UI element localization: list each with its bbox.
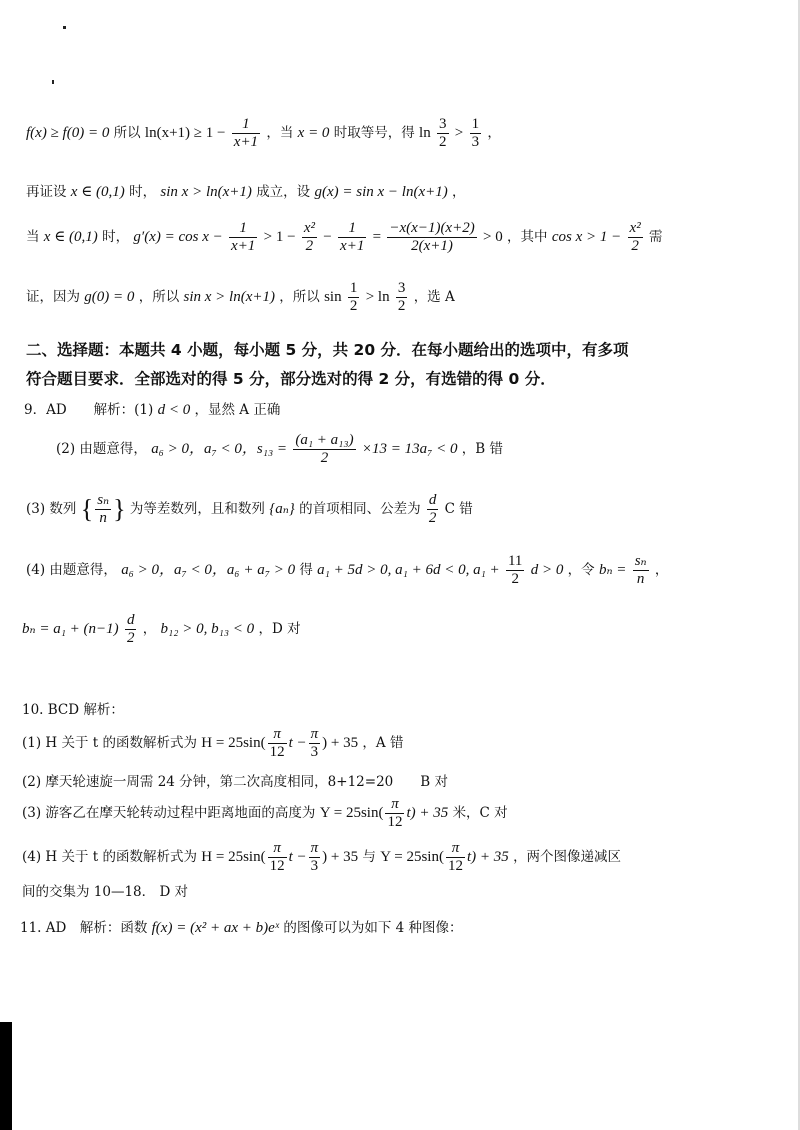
line-4 (26, 280, 455, 315)
math: g′(x) = cos x − (133, 229, 223, 245)
fraction: $\frac{1}{x+1}$ (233, 116, 259, 150)
fraction: $\frac{\pi}{3}$ (310, 726, 319, 760)
math: ) + 35 (322, 849, 359, 865)
fraction: $\frac{\pi}{3}$ (310, 840, 319, 874)
q10-part-4 (22, 840, 621, 875)
text: (1) H 关于 t 的函数解析式为 (22, 735, 197, 751)
math: ln(x+1) ≥ 1 − (144, 125, 226, 141)
fraction: $\frac{d}{2}$ (428, 492, 437, 526)
math: H = 25sin( (201, 735, 266, 751)
q10-part-4-cont: 间的交集为 10—18． D 对 (22, 884, 189, 900)
math: t − (288, 849, 307, 865)
line-3 (26, 220, 662, 255)
math: > 0 (483, 229, 503, 245)
text: ， (487, 125, 501, 141)
math: sin x > ln(x+1) (160, 184, 252, 200)
scan-dot (52, 80, 54, 84)
fraction: $\frac{1}{2}$ (349, 280, 358, 314)
math: b₁₂ > 0, b₁₃ < 0 (160, 621, 255, 637)
math: ln (419, 125, 431, 141)
text: 时取等号，得 (333, 125, 415, 141)
brace-close: } (113, 494, 126, 524)
math: f(x) ≥ f(0) = 0 (26, 125, 110, 141)
fraction: $\frac{\pi}{12}$ (387, 796, 403, 830)
text: 证，因为 (26, 289, 80, 305)
math: a₆ > 0，a₇ < 0，a₆ + a₇ > 0 (121, 562, 296, 578)
math: g(x) = sin x − ln(x+1) (314, 184, 448, 200)
text: ，令 (567, 562, 595, 578)
q9-part-4-cont (22, 612, 301, 647)
math: d < 0 (157, 402, 191, 418)
math: > 1 − (263, 229, 296, 245)
line-2 (26, 180, 466, 201)
fraction: $\frac{\text{sₙ}}{n}$ (634, 553, 647, 587)
fraction: $\frac{\text{sₙ}}{n}$ (97, 492, 110, 526)
text: ，所以 (138, 289, 180, 305)
math: > (454, 125, 464, 141)
math: sin x > ln(x+1) (183, 289, 275, 305)
q11-heading (20, 916, 463, 937)
text: 的图像可以为如下 4 种图像： (283, 920, 463, 936)
q9-part-3 (26, 492, 473, 527)
math: x ∈ (0,1) (43, 229, 98, 245)
math: ) + 35 (322, 735, 359, 751)
text: 当 (26, 229, 40, 245)
text: 与 (362, 849, 376, 865)
text: 再证设 (26, 184, 67, 200)
text: 米，C 对 (452, 805, 508, 821)
math: f(x) = (x² + ax + b)eˣ (151, 920, 280, 936)
text: 需 (648, 229, 663, 245)
q9-heading (24, 398, 280, 419)
math: > ln (365, 289, 390, 305)
fraction: $\frac{1}{3}$ (471, 116, 480, 150)
text: ， (654, 562, 669, 578)
text: ，所以 (279, 289, 320, 305)
fraction: $\frac{1}{x+1}$ (231, 220, 256, 254)
math: bₙ = a₁ + (n−1) (22, 621, 119, 637)
math: x = 0 (297, 125, 330, 141)
fraction: $\frac{\pi}{12}$ (269, 840, 285, 874)
q10-part-2: (2) 摩天轮速旋一周需 24 分钟，第二次高度相同，8+12=20 B 对 (22, 774, 448, 790)
text: 时， (102, 229, 130, 245)
math: x ∈ (0,1) (70, 184, 125, 200)
math: H = 25sin( (201, 849, 266, 865)
scan-edge-shadow (0, 1022, 12, 1130)
math: cos x > 1 − (551, 229, 622, 245)
text: ， (142, 621, 157, 637)
fraction: $\frac{\text{(a₁ + a₁₃)}}{2}$ (295, 432, 354, 466)
math: a₁ + 5d > 0, a₁ + 6d < 0, a₁ + (317, 562, 500, 578)
text: (3) 游客乙在摩天轮转动过程中距离地面的高度为 (22, 805, 316, 821)
math: {aₙ} (269, 501, 295, 517)
q9-part-4 (26, 553, 668, 588)
text: ，D 对 (258, 621, 301, 637)
fraction: $\frac{\pi}{12}$ (447, 840, 463, 874)
q9-part-2 (56, 432, 503, 467)
fraction: $\frac{\text{x²}}{2}$ (303, 220, 315, 254)
q10-part-1 (22, 726, 403, 761)
math: sin (324, 289, 342, 305)
fraction: $\frac{d}{2}$ (126, 612, 135, 646)
math: bₙ = (598, 562, 627, 578)
text: 所以 (113, 125, 141, 141)
math: g(0) = 0 (84, 289, 135, 305)
fraction: $\frac{-x(x-1)(x+2)}{2(x+1)}$ (389, 220, 475, 254)
text: (2) 由题意得， (56, 441, 147, 457)
math: t − (288, 735, 307, 751)
text: ，两个图像递减区 (513, 849, 622, 865)
scan-dot (63, 26, 66, 29)
text: (4) H 关于 t 的函数解析式为 (22, 849, 197, 865)
line-1 (26, 116, 501, 151)
text: 时， (129, 184, 157, 200)
text: 为等差数列，且和数列 (129, 501, 265, 517)
text: ，选 A (413, 289, 455, 305)
text: 9．AD 解析：(1) (24, 402, 154, 418)
text: ，当 (266, 125, 294, 141)
fraction: $\frac{3}{2}$ (439, 116, 447, 150)
brace-open: { (80, 494, 94, 524)
text: (4) 由题意得， (26, 562, 117, 578)
fraction: $\frac{11}{2}$ (507, 553, 523, 587)
q10-heading: 10. BCD 解析： (22, 702, 124, 718)
text: (3) 数列 (26, 501, 77, 517)
q10-part-3 (22, 796, 508, 831)
math: Y = 25sin( (319, 805, 384, 821)
math: t) + 35 (466, 849, 509, 865)
math: = (372, 229, 382, 245)
math: Y = 25sin( (380, 849, 444, 865)
text: 得 (299, 562, 313, 578)
fraction: $\frac{3}{2}$ (397, 280, 406, 314)
text: 11. AD 解析：函数 (20, 920, 148, 936)
section-heading-line-1: 二、选择题：本题共 4 小题，每小题 5 分，共 20 分．在每小题给出的选项中，有多项 (26, 341, 629, 359)
text: 成立，设 (256, 184, 311, 200)
math: ×13 = 13a₇ < 0 (361, 441, 458, 457)
section-heading-line-2: 符合题目要求．全部选对的得 5 分，部分选对的得 2 分，有选错的得 0 分． (26, 370, 556, 388)
text: ， (452, 184, 466, 200)
math: − (323, 229, 332, 245)
math: t) + 35 (406, 805, 449, 821)
text: 的首项相同、公差为 (299, 501, 421, 517)
fraction: $\frac{\pi}{12}$ (269, 726, 285, 760)
text: ，其中 (507, 229, 548, 245)
math: a₆ > 0，a₇ < 0，s₁₃ = (151, 441, 288, 457)
text: ，B 错 (461, 441, 504, 457)
math: d > 0 (530, 562, 564, 578)
fraction: $\frac{1}{x+1}$ (340, 220, 365, 254)
fraction: $\frac{\text{x²}}{2}$ (629, 220, 641, 254)
text: C 错 (444, 501, 473, 517)
text: ，A 错 (362, 735, 404, 751)
text: ，显然 A 正确 (194, 402, 281, 418)
